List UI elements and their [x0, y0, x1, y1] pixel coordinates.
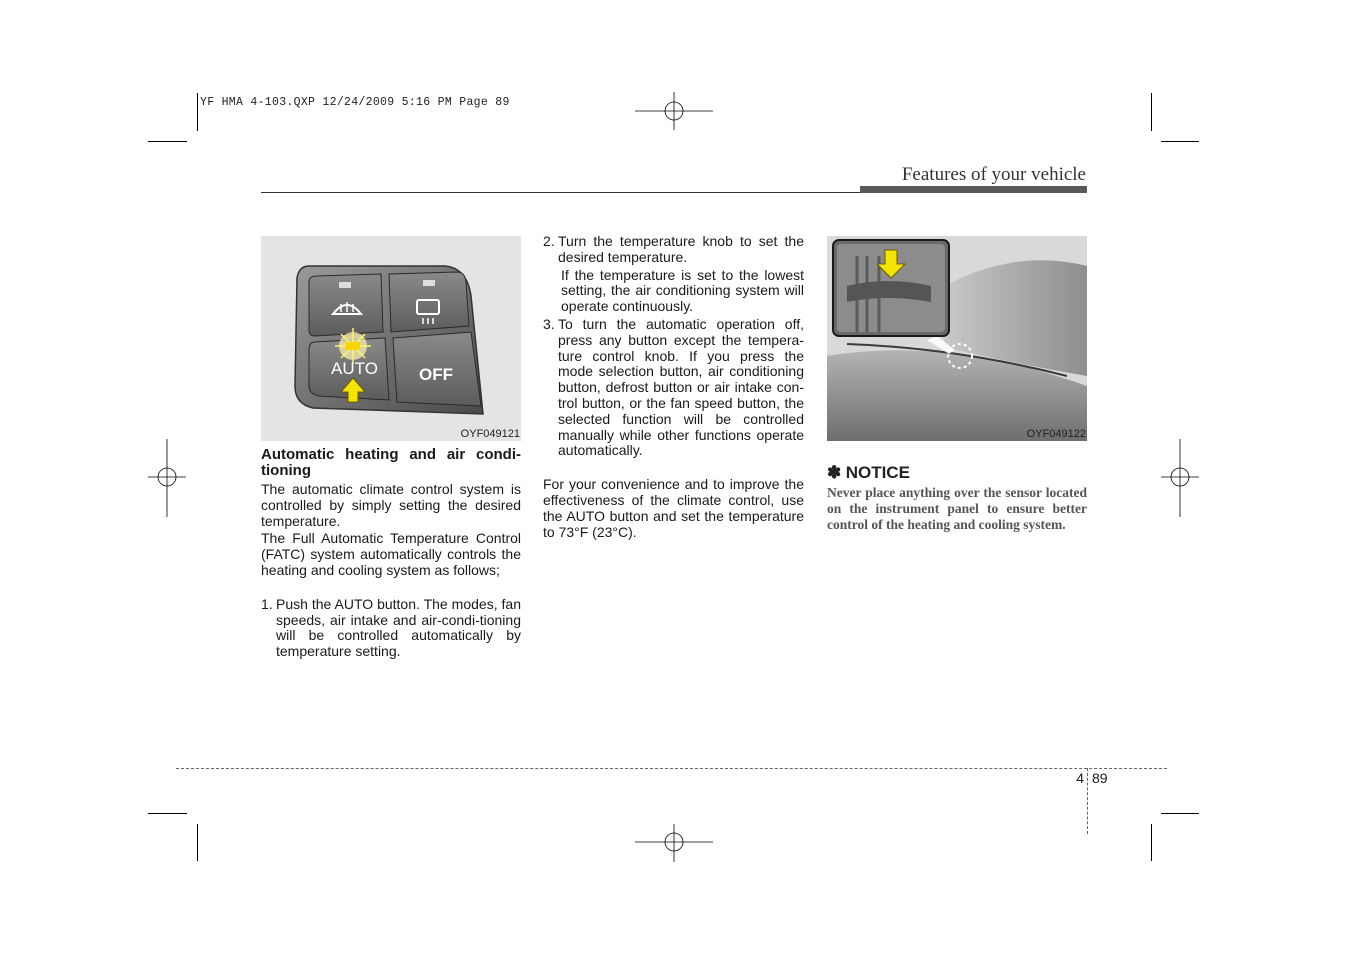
header-accent-bar — [860, 186, 1087, 193]
footer-divider — [1087, 768, 1088, 834]
notice-symbol: ✽ — [827, 463, 842, 482]
middle-column-text — [543, 234, 804, 542]
list-item-1 — [261, 597, 521, 660]
notice-box — [827, 463, 1087, 532]
paragraph-1: The automatic climate control system is controlled by simply setting the desired temperature. — [261, 481, 521, 529]
left-column-text — [261, 447, 521, 660]
auto-button-label: AUTO — [331, 359, 378, 378]
figure-caption-left: OYF049121 — [460, 428, 520, 440]
notice-title: NOTICE — [845, 463, 910, 482]
sensor-location-figure — [827, 236, 1087, 441]
page-number: 89 — [1092, 770, 1108, 786]
registration-mark-bottom — [633, 823, 715, 863]
section-heading: Automatic heating and air condi-tioning — [261, 446, 521, 479]
registration-mark-left — [147, 438, 187, 518]
list-number: 3. — [543, 315, 555, 332]
paragraph-2: The Full Automatic Temperature Control (FATC) system automatically controls the heating and cooling system as follows; — [261, 530, 521, 578]
figure-caption-right: OYF049122 — [1026, 428, 1086, 440]
item-2-note: If the temperature is set to the lowest setting, the air conditioning system will operate continuously. — [561, 266, 804, 315]
list-text: Push the AUTO button. The modes, fan speeds, air intake and air-condi-tioning will be controlled automatically by temperature setting. — [276, 595, 521, 660]
notice-text: Never place anything over the sensor located on the instrument panel to ensure better control of the heating and cooling system. — [827, 485, 1087, 532]
list-number: 2. — [543, 233, 555, 249]
list-text: To turn the automatic operation off, press any button except the tempera-ture control knob. If you press the mode selection button, air conditioning button, defrost button or air intake con-trol button, or the fan speed button, the selected function will be controlled manually while other functions operate automatically. — [558, 315, 804, 459]
list-text: Turn the temperature knob to set the desired temperature. — [558, 233, 804, 265]
list-item-2 — [543, 234, 804, 266]
list-item-3 — [543, 317, 804, 459]
convenience-paragraph: For your convenience and to improve the effectiveness of the climate control, use the AUTO button and set the temperature to 73°F (23°C). — [543, 476, 804, 540]
footer-rule — [176, 768, 1167, 769]
list-number: 1. — [261, 595, 273, 612]
registration-mark-top — [633, 91, 715, 131]
section-title: Features of your vehicle — [901, 164, 1086, 185]
chapter-number: 4 — [1076, 770, 1084, 786]
slug-line: YF HMA 4-103.QXP 12/24/2009 5:16 PM Page 89 — [200, 96, 510, 109]
off-button-label: OFF — [419, 365, 453, 384]
registration-mark-right — [1160, 438, 1200, 518]
climate-control-figure — [261, 236, 521, 441]
